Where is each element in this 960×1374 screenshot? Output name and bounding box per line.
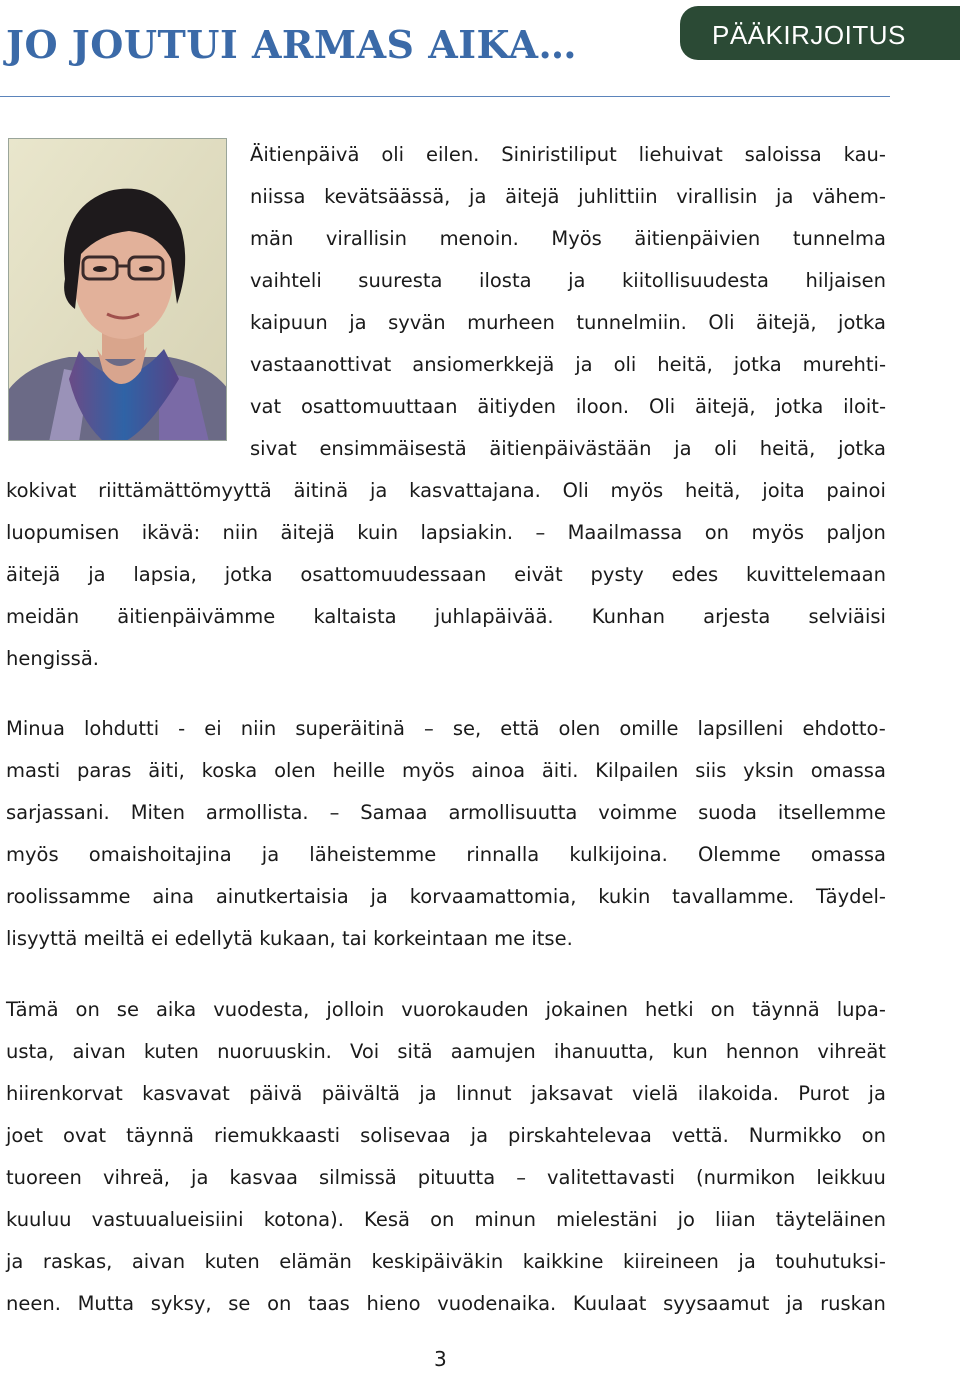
text-line: tuoreen vihreä, ja kasvaa silmissä pituutta – valitettavasti (nurmikon leikkuu [6,1166,886,1189]
text-line: niissa kevätsäässä, ja äitejä juhlittiin virallisin ja vähem- [250,185,886,208]
text-line: lisyyttä meiltä ei edellytä kukaan, tai korkeintaan me itse. [6,927,573,950]
text-line: Minua lohdutti - ei niin superäitinä – se, että olen omille lapsilleni ehdotto- [6,717,886,740]
text-line: män virallisin menoin. Myös äitienpäivien tunnelma [250,227,886,250]
text-line: myös omaishoitajina ja läheistemme rinnalla kulkijoina. Olemme omassa [6,843,886,866]
text-line: äitejä ja lapsia, jotka osattomuudessaan eivät pysty edes kuvittelemaan [6,563,886,586]
text-line: Tämä on se aika vuodesta, jolloin vuorokauden jokainen hetki on täynnä lupa- [6,998,886,1021]
author-portrait [8,138,227,441]
title-divider [0,96,890,97]
text-line: kuuluu vastuualueisiini kotona). Kesä on minun mielestäni jo liian täyteläinen [6,1208,886,1231]
text-line: joet ovat täynnä riemukkaasti solisevaa ja pirskahtelevaa vettä. Nurmikko on [6,1124,886,1147]
text-line: sivat ensimmäisestä äitienpäivästään ja oli heitä, jotka [250,437,886,460]
text-line: kaipuun ja syvän murheen tunnelmiin. Oli äitejä, jotka [250,311,886,334]
text-line: hiirenkorvat kasvavat päivä päivältä ja linnut jaksavat vielä ilakoida. Purot ja [6,1082,886,1105]
page-number: 3 [434,1347,447,1371]
text-line: kokivat riittämättömyyttä äitinä ja kasvattajana. Oli myös heitä, joita painoi [6,479,886,502]
text-line: meidän äitienpäivämme kaltaista juhlapäivää. Kunhan arjesta selviäisi [6,605,886,628]
text-line: masti paras äiti, koska olen heille myös ainoa äiti. Kilpailen siis yksin omassa [6,759,886,782]
section-label: PÄÄKIRJOITUS [712,20,906,50]
text-line: roolissamme aina ainutkertaisia ja korvaamattomia, kukin tavallamme. Täydel- [6,885,886,908]
text-line: vaihteli suuresta ilosta ja kiitollisuudesta hiljaisen [250,269,886,292]
text-line: luopumisen ikävä: niin äitejä kuin lapsiakin. – Maailmassa on myös paljon [6,521,886,544]
text-line: Äitienpäivä oli eilen. Siniristiliput liehuivat saloissa kau- [250,143,886,166]
text-line: sarjassani. Miten armollista. – Samaa armollisuutta voimme suoda itsellemme [6,801,886,824]
text-line: neen. Mutta syksy, se on taas hieno vuodenaika. Kuulaat syysaamut ja ruskan [6,1292,886,1315]
text-line: vastaanottivat ansiomerkkejä ja oli heitä, jotka murehti- [250,353,886,376]
text-line: vat osattomuuttaan äitiyden iloon. Oli äitejä, jotka iloit- [250,395,886,418]
article-title: JO JOUTUI ARMAS AIKA… [6,22,577,67]
text-line: hengissä. [6,647,99,670]
text-line: ja raskas, aivan kuten elämän keskipäiväkin kaikkine kiireineen ja touhutuksi- [6,1250,886,1273]
text-line: usta, aivan kuten nuoruuskin. Voi sitä aamujen ihanuutta, kun hennon vihreät [6,1040,886,1063]
